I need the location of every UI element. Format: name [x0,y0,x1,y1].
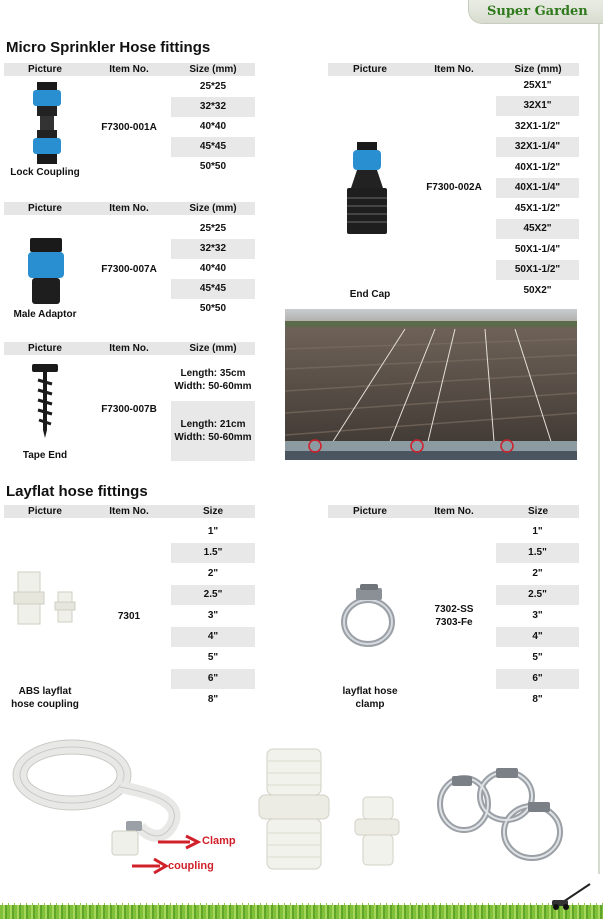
header-size: Size (mm) [514,64,562,75]
size-cell: 2.5" [496,585,579,605]
header-picture: Picture [353,64,387,75]
size-cell: 40X1-1/4" [496,178,579,198]
size-cell: 3" [532,610,543,621]
table-header [4,505,255,518]
size-cell: 32*32 [171,239,255,259]
header-item-no: Item No. [109,343,149,354]
size-length: Length: 35cm [180,368,246,379]
size-width: Width: 50-60mm [174,432,252,443]
header-size: Size (mm) [189,64,237,75]
header-picture: Picture [28,506,62,517]
lock-coupling-image [28,82,66,164]
size-cell: 32X1" [496,96,579,116]
size-cell: 4" [171,627,255,647]
table-header [328,63,579,76]
header-size: Size (mm) [189,203,237,214]
header-item-no: Item No. [109,64,149,75]
abs-coupling-item: 7301 [117,611,141,622]
male-adaptor-image [24,238,68,304]
table-header [4,202,255,215]
table-header [4,342,255,355]
callout-coupling: coupling [168,860,214,872]
size-cell: 5" [207,652,219,663]
brand-banner [468,0,603,24]
size-width: Width: 50-60mm [174,381,252,392]
size-cell: 25*25 [199,223,227,234]
header-item-no: Item No. [109,506,149,517]
header-picture: Picture [353,506,387,517]
arrow-coupling-icon [132,854,172,878]
header-item-no: Item No. [434,64,474,75]
size-cell: 45*45 [171,279,255,299]
size-cell: 2" [207,568,219,579]
tape-end-name: Tape End [22,450,68,461]
header-picture: Picture [28,203,62,214]
male-adaptor-item: F7300-007A [101,264,157,275]
header-item-no: Item No. [109,203,149,214]
hose-clamps-group-image [432,762,582,872]
header-item-no: Item No. [434,506,474,517]
abs-coupling-large-image [255,745,415,875]
size-cell: 40*40 [199,121,227,132]
lawn-mower-icon [550,880,596,910]
table-header [328,505,579,518]
size-cell: 45X1-1/2" [514,203,561,214]
size-cell: 8" [207,694,219,705]
size-cell: 50*50 [199,303,227,314]
size-cell [171,362,255,398]
size-cell: 45*45 [171,137,255,157]
size-cell: 5" [532,652,543,663]
size-cell: 1" [207,526,219,537]
hose-clamp-name-line2: clamp [355,699,385,710]
callout-clamp: Clamp [202,835,236,847]
size-cell: 8" [532,694,543,705]
field-photo [285,309,577,460]
size-cell: 45X2" [496,219,579,239]
section-title-layflat: Layflat hose fittings [6,483,148,500]
size-cell: 50X2" [523,285,552,296]
size-cell: 1.5" [171,543,255,563]
hose-clamp-item-fe: 7303-Fe [435,617,473,628]
size-cell: 32*32 [171,97,255,117]
abs-coupling-name-line2: hose coupling [11,699,79,710]
grass-decoration [0,905,603,919]
size-cell: 40X1-1/2" [514,162,561,173]
end-cap-name: End Cap [349,289,391,300]
size-cell: 50*50 [199,161,227,172]
abs-coupling-name-line1: ABS layflat [18,686,72,697]
size-cell: 1" [532,526,543,537]
table-header [4,63,255,76]
end-cap-image [343,142,391,234]
size-cell: 50X1-1/2" [496,260,579,280]
size-cell: 25X1" [523,80,552,91]
section-title-micro: Micro Sprinkler Hose fittings [6,39,211,56]
size-cell: 50X1-1/4" [514,244,561,255]
male-adaptor-name: Male Adaptor [13,309,77,320]
header-picture: Picture [28,343,62,354]
hose-clamp-name-line1: layflat hose [342,686,398,697]
size-cell: 6" [171,669,255,689]
size-cell: 4" [496,627,579,647]
tape-end-item: F7300-007B [101,404,157,415]
size-cell: 32X1-1/2" [514,121,561,132]
size-length: Length: 21cm [180,419,246,430]
size-cell: 25*25 [199,81,227,92]
side-border [598,24,600,874]
size-cell: 1.5" [496,543,579,563]
header-size: Size [202,506,224,517]
size-cell [171,401,255,461]
abs-coupling-image [12,570,80,628]
size-cell: 6" [496,669,579,689]
end-cap-item: F7300-002A [426,182,482,193]
brand-name: Super Garden [487,4,588,19]
tape-end-image [30,362,60,438]
hose-clamp-item-ss: 7302-SS [434,604,474,615]
size-cell: 40*40 [199,263,227,274]
header-size: Size [527,506,549,517]
lock-coupling-item: F7300-001A [101,122,157,133]
size-cell: 2.5" [171,585,255,605]
size-cell: 2" [532,568,543,579]
size-cell: 32X1-1/4" [496,137,579,157]
lock-coupling-name: Lock Coupling [10,167,80,178]
header-picture: Picture [28,64,62,75]
size-cell: 3" [207,610,219,621]
hose-clamp-image [338,584,400,648]
header-size: Size (mm) [189,343,237,354]
